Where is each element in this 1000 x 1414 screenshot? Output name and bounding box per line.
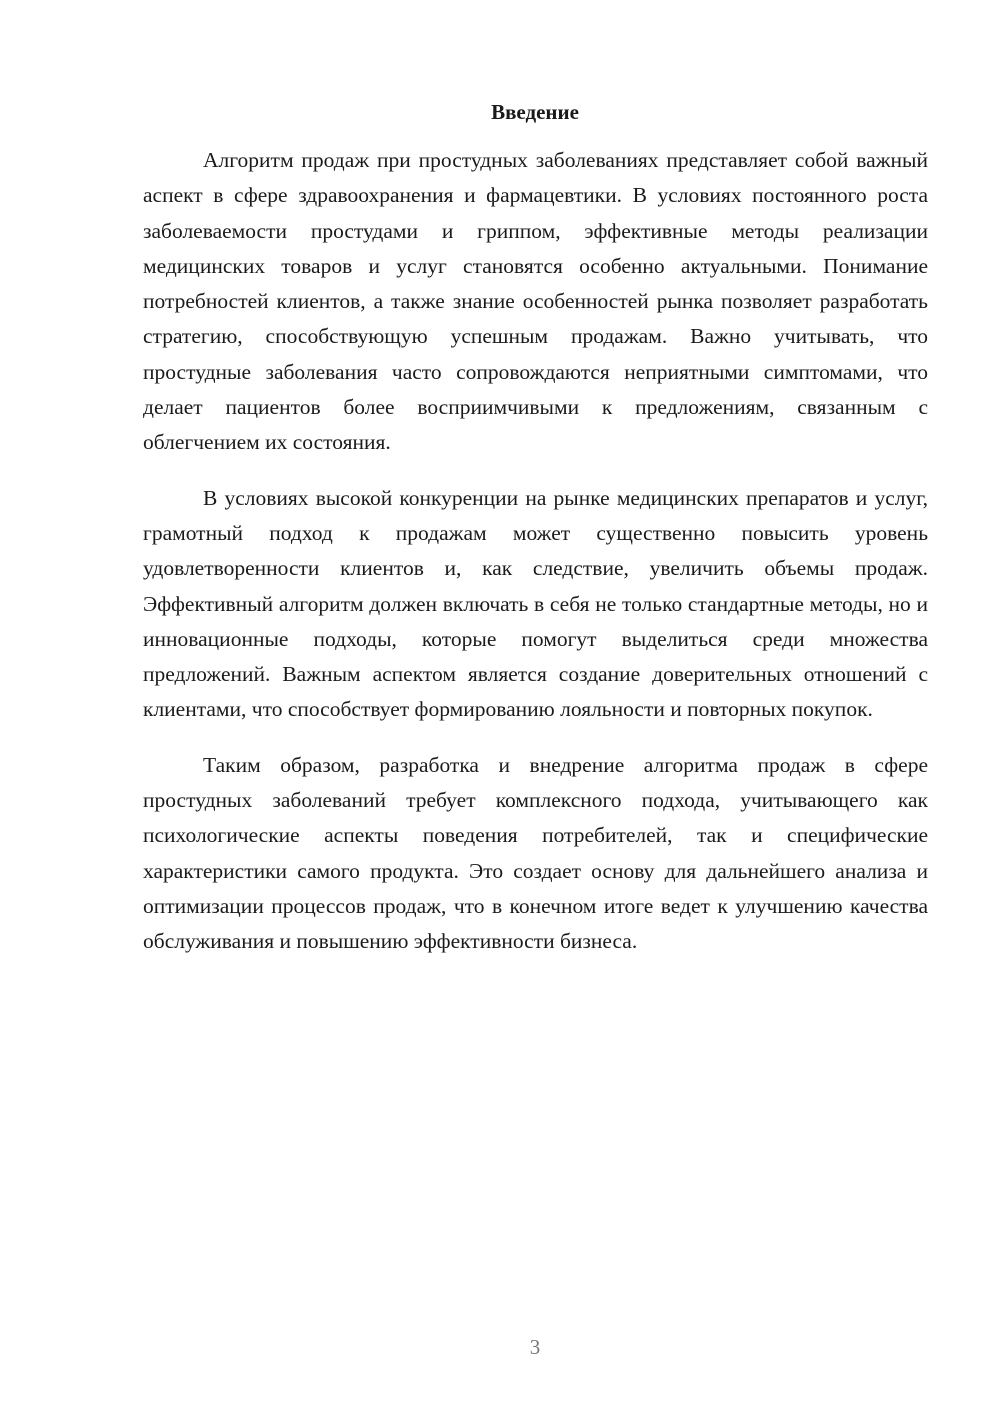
section-title: Введение	[491, 100, 579, 124]
page-number: 3	[529, 1335, 541, 1359]
paragraph-2: В условиях высокой конкуренции на рынке медицинских препаратов и услуг, грамотный подход к продажам может существенно повысить уровень удовлетворенности клиентов и, как следствие, увеличить объемы продаж. Эффективный алгоритм должен включать в себя не только стандартные методы, но и инновационные подходы, которые помогут выделиться среди множества предложений. Важным аспектом является создание доверительных отношений с клиентами, что способствует формированию лояльности и повторных покупок.	[143, 485, 928, 722]
paragraph-3: Таким образом, разработка и внедрение алгоритма продаж в сфере простудных заболеваний требует комплексного подхода, учитывающего как психологические аспекты поведения потребителей, так и специфические характеристики самого продукта. Это создает основу для дальнейшего анализа и оптимизации процессов продаж, что в конечном итоге ведет к улучшению качества обслуживания и повышению эффективности бизнеса.	[143, 752, 928, 954]
body-text	[143, 143, 928, 960]
paragraph-1: Алгоритм продаж при простудных заболеваниях представляет собой важный аспект в сфере здравоохранения и фармацевтики. В условиях постоянного роста заболеваемости простудами и гриппом, эффективные методы реализации медицинских товаров и услуг становятся особенно актуальными. Понимание потребностей клиентов, а также знание особенностей рынка позволяет разработать стратегию, способствующую успешным продажам. Важно учитывать, что простудные заболевания часто сопровождаются неприятными симптомами, что делает пациентов более восприимчивыми к предложениям, связанным с облегчением их состояния.	[143, 148, 928, 455]
